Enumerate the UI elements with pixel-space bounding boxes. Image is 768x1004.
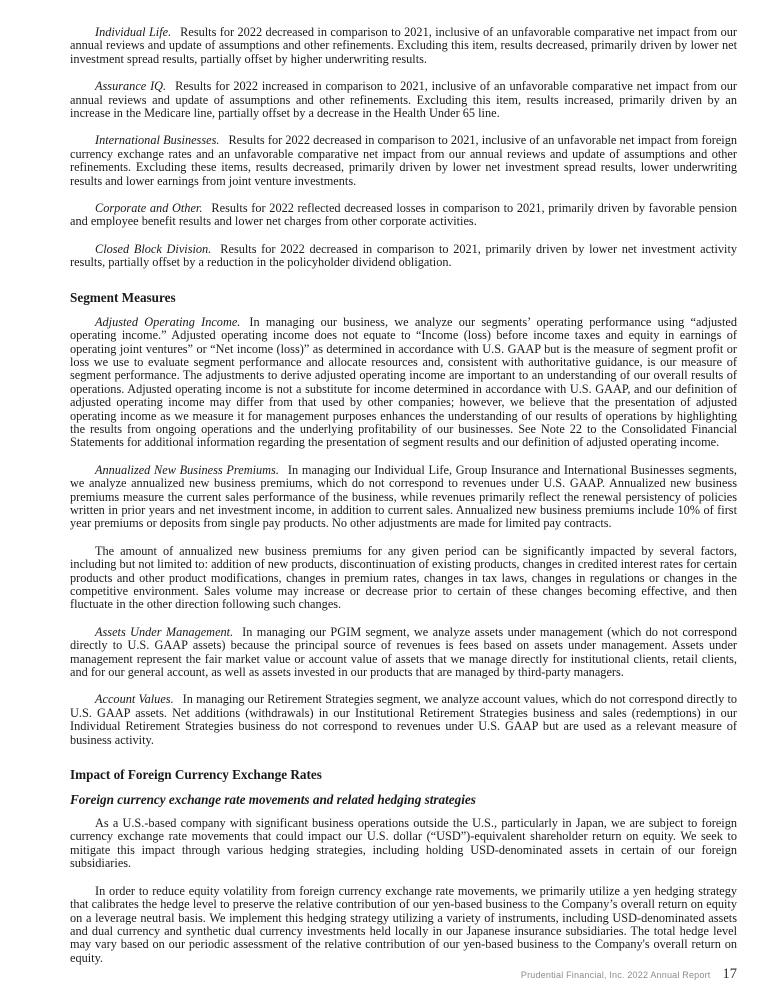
paragraph-lead: Assurance IQ. xyxy=(95,79,167,94)
paragraph-body: Results for 2022 decreased in comparison to 2021, primarily driven by lower net investment activity results, partially offset by a reduction in the policyholder dividend obligation. xyxy=(70,241,738,270)
paragraph-lead: Corporate and Other. xyxy=(95,201,203,216)
fx-impact-heading: Impact of Foreign Currency Exchange Rates xyxy=(70,767,322,783)
paragraph-body: In managing our Retirement Strategies segment, we analyze account values, which do not correspond directly to U.S. GAAP assets. Net additions (withdrawals) in our Institutional Retirement Strategies business and sales (redemptions) in our Individual Retirement Strategies business do not correspond to revenues under U.S. GAAP but are used as a relevant measure of business activity. xyxy=(70,692,738,747)
paragraph-lead: Closed Block Division. xyxy=(95,241,212,256)
paragraph-closed-block-division xyxy=(70,243,737,270)
page-footer xyxy=(521,966,737,983)
paragraph-premium-factors xyxy=(70,545,737,612)
paragraph-body: Results for 2022 increased in comparison to 2021, inclusive of an unfavorable comparative net impact from our annual reviews and update of assumptions and other refinements. Excluding this item, results increased, primarily driven by an increase in the Medicare line, partially offset by a decrease in the Health Under 65 line. xyxy=(70,79,737,121)
paragraph-yen-hedging xyxy=(70,885,737,965)
paragraph-body: Results for 2022 decreased in comparison to 2021, inclusive of an unfavorable net impact from foreign currency exchange rates and an unfavorable comparative net impact from our annual reviews and update of assumptions and other refinements. Excluding these items, results decreased, primarily driven by lower net investment spread results, lower underwriting results and lower earnings from joint venture investments. xyxy=(70,133,738,188)
fx-movements-subheading: Foreign currency exchange rate movements and related hedging strategies xyxy=(70,792,476,808)
paragraph-lead: Adjusted Operating Income. xyxy=(95,314,241,329)
footer-page-number: 17 xyxy=(722,966,737,982)
paragraph-lead: International Businesses. xyxy=(95,133,220,148)
paragraph-adjusted-operating-income xyxy=(70,316,737,450)
paragraph-body: In managing our Individual Life, Group Insurance and International Businesses segments, we analyze annualized new business premiums, which do not correspond to revenues under U.S. GAAP. Annualized new business premiums measure the current sales performance of the business, while revenues primarily reflect the renewal persistency of policies written in prior years and net investment income, in addition to current sales. Annualized new business premiums include 10% of first year premiums or deposits from single pay products. No other adjustments are made for limited pay contracts. xyxy=(70,462,738,531)
paragraph-lead: Assets Under Management. xyxy=(95,624,234,639)
paragraph-assurance-iq xyxy=(70,80,737,120)
paragraph-international-businesses xyxy=(70,134,737,188)
page-content xyxy=(70,26,737,979)
footer-report-label: Prudential Financial, Inc. 2022 Annual Report xyxy=(520,970,711,980)
paragraph-lead: Account Values. xyxy=(95,692,174,707)
paragraph-assets-under-management xyxy=(70,626,737,680)
paragraph-corporate-and-other xyxy=(70,202,737,229)
paragraph-lead: Annualized New Business Premiums. xyxy=(95,462,279,477)
paragraph-body: In managing our business, we analyze our segments’ operating performance using “adjusted operating income.” Adjusted operating income does not equate to “Income (loss) before income taxes and equity in earnings of operating joint ventures” or “Net income (loss)” as determined in accordance with U.S. GAAP but is the measure of segment profit or loss we use to evaluate segment performance and allocate resources and, consistent with authoritative guidance, is our measure of segment performance. The adjustments to derive adjusted operating income are important to an understanding of our overall results of operations. Adjusted operating income is not a substitute for income determined in accordance with U.S. GAAP, and our definition of adjusted operating income may differ from that used by other companies; however, we believe that the presentation of adjusted operating income as we measure it for management purposes enhances the understanding of our results of operations by highlighting the results from ongoing operations and the underlying profitability of our businesses. See Note 22 to the Consolidated Financial Statements for additional information regarding the presentation of segment results and our definition of adjusted operating income. xyxy=(70,314,737,450)
paragraph-body: The amount of annualized new business premiums for any given period can be significantly impacted by several factors, including but not limited to: addition of new products, discontinuation of existing products, changes in credited interest rates for certain products and other product modifications, changes in premium rates, changes in tax laws, changes in regulations or changes in the competitive environment. Sales volume may increase or decrease prior to certain of these changes becoming effective, and then fluctuate in the other direction following such changes. xyxy=(70,543,737,612)
paragraph-body: In managing our PGIM segment, we analyze assets under management (which do not correspond directly to U.S. GAAP assets) because the principal source of revenues is fees based on assets under management. Assets under management represent the fair market value or account value of assets that we manage directly for institutional clients, retail clients, and for our general account, as well as assets invested in our products that are managed by third-party managers. xyxy=(70,624,738,680)
paragraph-account-values xyxy=(70,693,737,747)
paragraph-lead: Individual Life. xyxy=(95,25,172,39)
paragraph-fx-exposure xyxy=(70,817,737,871)
paragraph-annualized-new-business-premiums xyxy=(70,464,737,531)
paragraph-body: In order to reduce equity volatility from foreign currency exchange rate movements, we primarily utilize a yen hedging strategy that calibrates the hedge level to preserve the relative contribution of our yen-based business to the Company’s overall return on equity on a leverage neutral basis. We implement this hedging strategy utilizing a variety of instruments, including USD-denominated assets and dual currency and synthetic dual currency investments held locally in our Japanese insurance subsidiaries. The total hedge level may vary based on our periodic assessment of the relative contribution of our yen-based business to the Company's overall return on equity. xyxy=(70,883,737,965)
paragraph-body: Results for 2022 reflected decreased losses in comparison to 2021, primarily driven by favorable pension and employee benefit results and lower net charges from other corporate activities. xyxy=(70,201,737,229)
paragraph-individual-life xyxy=(70,26,737,66)
paragraph-body: As a U.S.-based company with significant business operations outside the U.S., particularly in Japan, we are subject to foreign currency exchange rate movements that could impact our U.S. dollar (“USD”)-equivalent shareholder return on equity. We seek to mitigate this impact through various hedging strategies, including holding USD-denominated assets in certain of our foreign subsidiaries. xyxy=(70,816,737,871)
segment-measures-heading: Segment Measures xyxy=(70,289,176,305)
paragraph-body: Results for 2022 decreased in comparison to 2021, inclusive of an unfavorable comparative net impact from our annual reviews and update of assumptions and other refinements. Excluding this item, results decreased, primarily driven by lower net investment spread results, partially offset by higher underwriting results. xyxy=(70,25,737,66)
